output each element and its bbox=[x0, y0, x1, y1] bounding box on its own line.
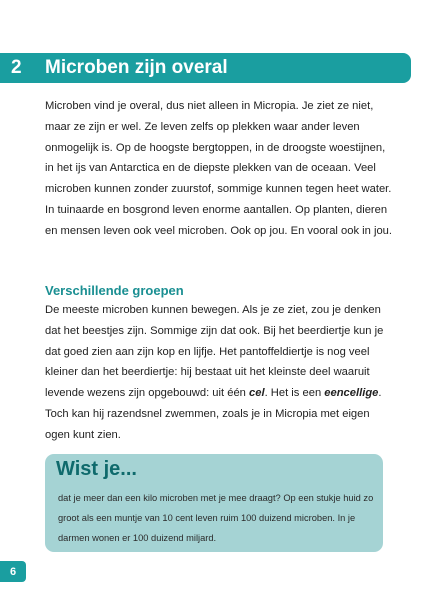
chapter-title: Microben zijn overal bbox=[45, 57, 228, 78]
term-cel: cel bbox=[249, 387, 265, 400]
callout-text: dat je meer dan een kilo microben met je mee draagt? Op een stukje huid zo groot als een muntje van 10 cent leven ruim 100 duizend microben. In je darmen wonen er 100 duizend miljard. bbox=[58, 493, 374, 544]
did-you-know-box bbox=[45, 454, 383, 552]
groups-text-part-2: . Het is een bbox=[264, 387, 325, 400]
chapter-header bbox=[0, 53, 411, 83]
groups-text bbox=[45, 300, 395, 446]
groups-text-part-1: De meeste microben kunnen bewegen. Als je ze ziet, zou je denken dat het beestjes zijn. Sommige zijn dat ook. Bij het beerdiertje kun je dat goed zien aan zijn kop en lijfje. Het pantoffeldiertje is nog veel kleiner dan het beerdiertje: hij bestaat uit het kleinste deel waaruit levende wezens zijn opgebouwd: uit één bbox=[45, 304, 384, 400]
page-number: 6 bbox=[0, 561, 26, 582]
groups-text-part-3: . Toch kan hij razendsnel zwemmen, zoals je in Micropia met eigen ogen kunt zien. bbox=[45, 387, 382, 441]
groups-paragraph bbox=[45, 300, 395, 446]
callout-title: Wist je... bbox=[56, 458, 137, 480]
chapter-number: 2 bbox=[11, 57, 22, 78]
intro-paragraph bbox=[45, 96, 395, 242]
section-heading: Verschillende groepen bbox=[45, 283, 184, 298]
intro-text: Microben vind je overal, dus niet alleen in Micropia. Je ziet ze niet, maar ze zijn er wel. Ze leven zelfs op plekken waar ander leven onmogelijk is. Op de hoogste bergtoppen, in de droogste woestijnen, in het ijs van Antarctica en de diepste plekken van de oceaan. Veel microben kunnen zonder zuurstof, sommige kunnen tegen heet water. In tuinaarde en bosgrond leven enorme aantallen. Op planten, dieren en mensen leven ook veel microben. Ook op jou. En vooral ook in jou. bbox=[45, 100, 393, 237]
term-eencellige: eencellige bbox=[324, 387, 379, 400]
